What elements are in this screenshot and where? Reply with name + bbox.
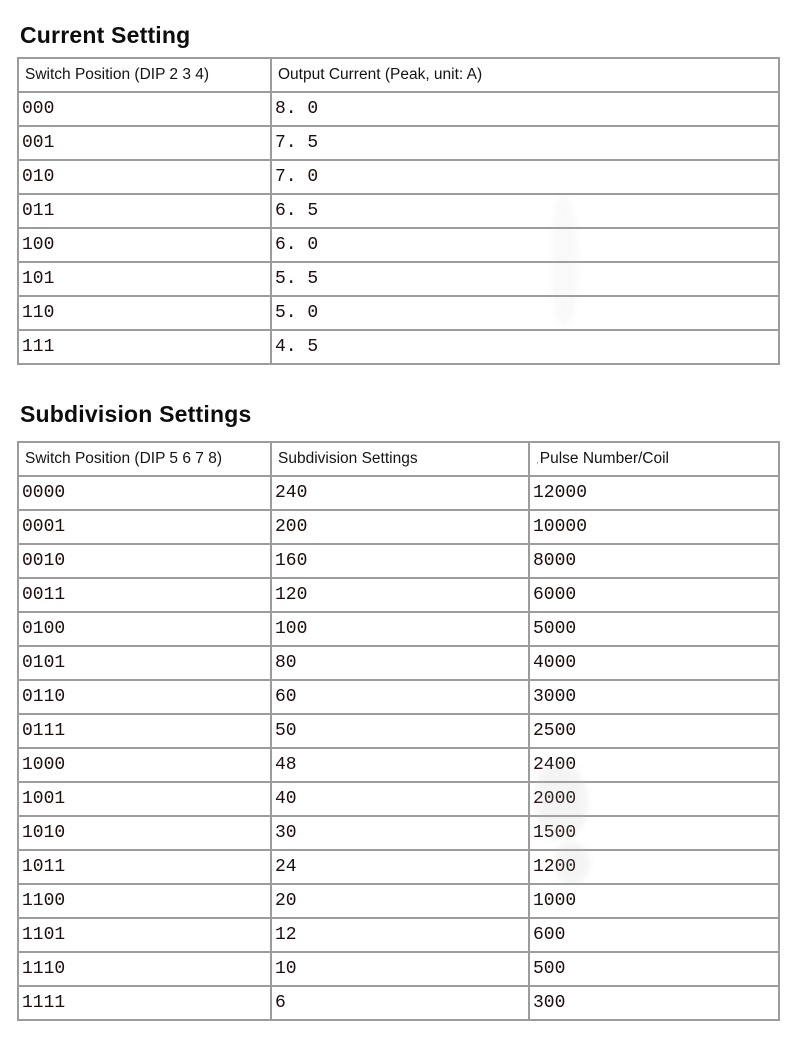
table-cell: 30 — [271, 816, 529, 850]
table-cell: 1010 — [18, 816, 271, 850]
table-cell: 80 — [271, 646, 529, 680]
column-header: Switch Position (DIP 5 6 7 8) — [18, 442, 271, 476]
table-cell: 1000 — [18, 748, 271, 782]
table-cell: 6 — [271, 986, 529, 1020]
table-row — [18, 850, 779, 884]
table-cell: 3000 — [529, 680, 779, 714]
table-cell: 001 — [18, 126, 271, 160]
table-cell: 0110 — [18, 680, 271, 714]
table-row — [18, 92, 779, 126]
table-cell: 24 — [271, 850, 529, 884]
table-cell: 0111 — [18, 714, 271, 748]
table-cell: 2000 — [529, 782, 779, 816]
current-setting-table — [17, 57, 780, 365]
table-cell: 50 — [271, 714, 529, 748]
table-cell: 8000 — [529, 544, 779, 578]
table-cell: 0000 — [18, 476, 271, 510]
table-row — [18, 510, 779, 544]
table-cell: 100 — [18, 228, 271, 262]
table-cell: 4000 — [529, 646, 779, 680]
subdivision-settings-title: Subdivision Settings — [20, 401, 252, 427]
header-row — [18, 442, 779, 476]
table-row — [18, 714, 779, 748]
table-cell: 1111 — [18, 986, 271, 1020]
header-row — [18, 58, 779, 92]
subdivision-settings-table — [17, 441, 780, 1021]
table-cell: 240 — [271, 476, 529, 510]
table-cell: 1110 — [18, 952, 271, 986]
column-header: Subdivision Settings — [271, 442, 529, 476]
table-cell: 1200 — [529, 850, 779, 884]
table-cell: 6. 5 — [271, 194, 779, 228]
table-cell: 110 — [18, 296, 271, 330]
table-cell: 12 — [271, 918, 529, 952]
table-cell: 5000 — [529, 612, 779, 646]
table-cell: 1500 — [529, 816, 779, 850]
table-cell: 2500 — [529, 714, 779, 748]
column-header: ,Pulse Number/Coil — [529, 442, 779, 476]
table-row — [18, 918, 779, 952]
stray-comma-mark: , — [536, 455, 539, 466]
table-cell: 300 — [529, 986, 779, 1020]
table-row — [18, 296, 779, 330]
table-row — [18, 228, 779, 262]
table-row — [18, 884, 779, 918]
table-cell: 000 — [18, 92, 271, 126]
table-row — [18, 952, 779, 986]
table-cell: 5. 0 — [271, 296, 779, 330]
table-row — [18, 160, 779, 194]
table-cell: 12000 — [529, 476, 779, 510]
table-cell: 7. 5 — [271, 126, 779, 160]
table-cell: 10000 — [529, 510, 779, 544]
table-cell: 5. 5 — [271, 262, 779, 296]
table-cell: 1101 — [18, 918, 271, 952]
table-cell: 101 — [18, 262, 271, 296]
table-row — [18, 986, 779, 1020]
table-row — [18, 578, 779, 612]
current-setting-title: Current Setting — [20, 22, 191, 48]
table-row — [18, 782, 779, 816]
table-cell: 160 — [271, 544, 529, 578]
table-row — [18, 544, 779, 578]
table-row — [18, 646, 779, 680]
table-cell: 7. 0 — [271, 160, 779, 194]
table-cell: 4. 5 — [271, 330, 779, 364]
table-row — [18, 126, 779, 160]
table-row — [18, 476, 779, 510]
table-cell: 011 — [18, 194, 271, 228]
table-row — [18, 680, 779, 714]
table-cell: 8. 0 — [271, 92, 779, 126]
table-cell: 6000 — [529, 578, 779, 612]
table-cell: 0011 — [18, 578, 271, 612]
table-row — [18, 816, 779, 850]
column-header: Switch Position (DIP 2 3 4) — [18, 58, 271, 92]
table-cell: 0100 — [18, 612, 271, 646]
table-cell: 20 — [271, 884, 529, 918]
table-cell: 111 — [18, 330, 271, 364]
table-cell: 60 — [271, 680, 529, 714]
table-cell: 1011 — [18, 850, 271, 884]
table-cell: 2400 — [529, 748, 779, 782]
table-row — [18, 262, 779, 296]
table-cell: 48 — [271, 748, 529, 782]
table-cell: 600 — [529, 918, 779, 952]
table-row — [18, 330, 779, 364]
table-cell: 0010 — [18, 544, 271, 578]
table-cell: 1000 — [529, 884, 779, 918]
table-cell: 10 — [271, 952, 529, 986]
table-cell: 6. 0 — [271, 228, 779, 262]
column-header: Output Current (Peak, unit: A) — [271, 58, 779, 92]
table-row — [18, 612, 779, 646]
table-cell: 010 — [18, 160, 271, 194]
table-cell: 40 — [271, 782, 529, 816]
table-row — [18, 194, 779, 228]
table-cell: 100 — [271, 612, 529, 646]
table-cell: 0101 — [18, 646, 271, 680]
table-cell: 200 — [271, 510, 529, 544]
table-cell: 120 — [271, 578, 529, 612]
table-cell: 1100 — [18, 884, 271, 918]
table-cell: 0001 — [18, 510, 271, 544]
table-cell: 500 — [529, 952, 779, 986]
table-cell: 1001 — [18, 782, 271, 816]
table-row — [18, 748, 779, 782]
